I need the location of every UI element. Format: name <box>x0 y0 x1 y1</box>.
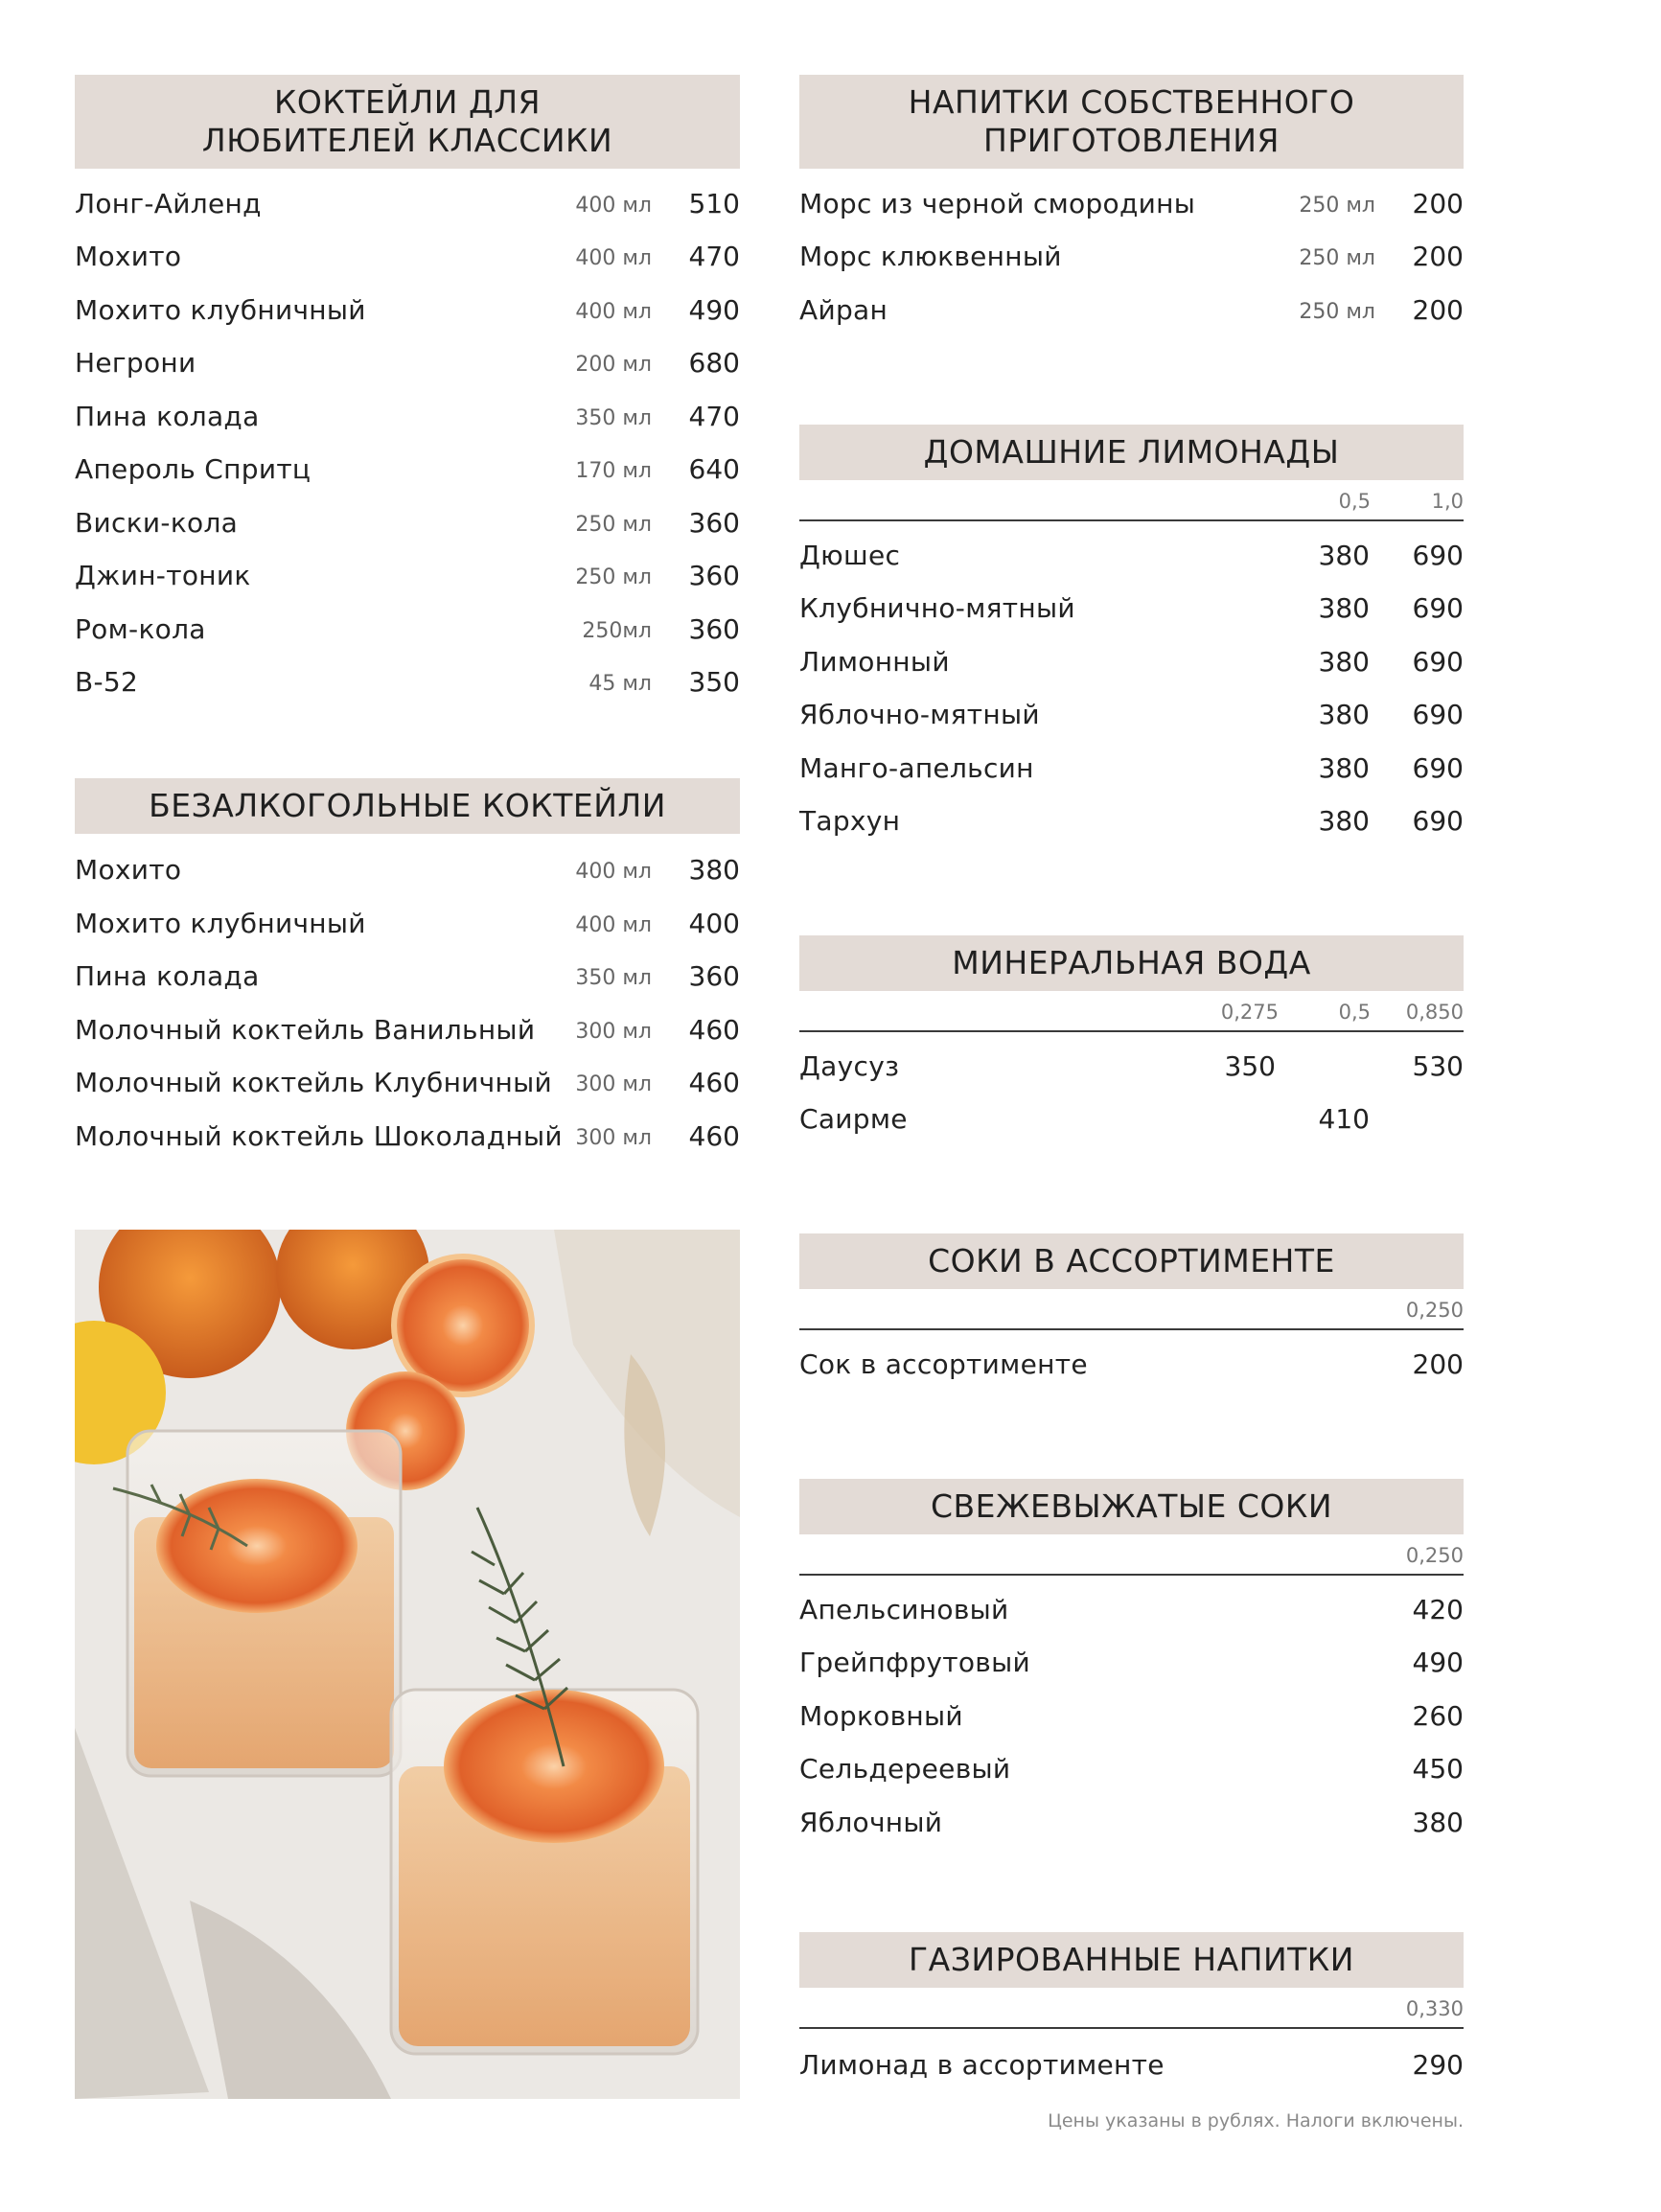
menu-item <box>799 643 1464 681</box>
item-name: Негрони <box>75 347 196 379</box>
menu-item <box>799 1346 1464 1384</box>
item-volume: 300 мл <box>575 1020 652 1044</box>
item-price: 460 <box>688 1120 740 1152</box>
size-header <box>799 1294 1464 1326</box>
menu-item <box>75 450 740 489</box>
section-header-homemade-drinks <box>799 75 1464 169</box>
menu-item <box>799 802 1464 841</box>
item-name: Молочный коктейль Шоколадный <box>75 1120 563 1152</box>
item-price: 510 <box>688 188 740 219</box>
item-price: 640 <box>688 453 740 485</box>
item-volume: 250 мл <box>1299 300 1375 324</box>
menu-item <box>799 589 1464 628</box>
menu-item <box>75 1064 740 1102</box>
menu-item <box>75 1118 740 1156</box>
item-price: 200 <box>1412 188 1464 219</box>
item-name: Дюшес <box>799 540 901 571</box>
divider <box>799 1574 1464 1576</box>
item-volume: 250 мл <box>1299 194 1375 218</box>
size-header <box>799 485 1464 518</box>
item-price-medium: 410 <box>1318 1103 1370 1135</box>
menu-item <box>75 398 740 436</box>
size-label: 1,0 <box>1431 490 1464 513</box>
menu-item <box>799 1750 1464 1788</box>
menu-item <box>799 537 1464 575</box>
header-title: ДОМАШНИЕ ЛИМОНАДЫ <box>923 433 1340 471</box>
right-column <box>799 0 1464 2212</box>
item-name: Виски-кола <box>75 507 239 539</box>
menu-item <box>799 1697 1464 1736</box>
item-volume: 250 мл <box>1299 246 1375 270</box>
menu-item <box>799 1100 1464 1139</box>
header-title: СОКИ В АССОРТИМЕНТЕ <box>928 1242 1335 1279</box>
item-volume: 350 мл <box>575 966 652 990</box>
menu-item <box>75 851 740 889</box>
menu-item <box>75 291 740 330</box>
menu-item <box>799 1048 1464 1086</box>
item-name: Мохито <box>75 241 182 272</box>
menu-item <box>799 185 1464 223</box>
item-volume: 400 мл <box>575 194 652 218</box>
item-name: Тархун <box>799 805 901 837</box>
item-price: 350 <box>688 666 740 698</box>
item-price: 380 <box>688 854 740 886</box>
section-header-fresh-juices <box>799 1479 1464 1534</box>
item-name: Морс из черной смородины <box>799 188 1196 219</box>
section-header-juices <box>799 1233 1464 1289</box>
item-price: 680 <box>688 347 740 379</box>
menu-item <box>799 2046 1464 2085</box>
item-name: Яблочно-мятный <box>799 699 1040 730</box>
item-name: Лимонный <box>799 646 950 678</box>
item-name: Айран <box>799 294 888 326</box>
menu-item <box>799 1591 1464 1629</box>
header-line: ЛЮБИТЕЛЕЙ КЛАССИКИ <box>201 122 613 159</box>
menu-item <box>75 504 740 542</box>
item-name: Клубнично-мятный <box>799 592 1075 624</box>
item-price-large: 690 <box>1412 592 1464 624</box>
item-price: 400 <box>688 908 740 939</box>
item-volume: 300 мл <box>575 1072 652 1096</box>
drinks-photo-illustration <box>75 1230 740 2099</box>
drinks-photo <box>75 1230 740 2099</box>
item-name: Ром-кола <box>75 613 206 645</box>
menu-item <box>799 749 1464 788</box>
item-price: 260 <box>1412 1700 1464 1732</box>
item-name: Апельсиновый <box>799 1594 1009 1625</box>
item-volume: 400 мл <box>575 246 652 270</box>
section-header-lemonades <box>799 425 1464 480</box>
size-label: 0,5 <box>1338 1001 1371 1024</box>
item-price-small: 350 <box>1224 1050 1276 1082</box>
item-volume: 400 мл <box>575 860 652 884</box>
item-price: 200 <box>1412 294 1464 326</box>
item-name: Молочный коктейль Ванильный <box>75 1014 536 1046</box>
header-line: КОКТЕЙЛИ ДЛЯ <box>273 83 542 121</box>
item-price: 200 <box>1412 241 1464 272</box>
item-name: Сок в ассортименте <box>799 1348 1088 1380</box>
menu-item <box>799 1644 1464 1682</box>
item-volume: 250мл <box>582 619 652 643</box>
size-header <box>799 1539 1464 1572</box>
item-price: 460 <box>688 1014 740 1046</box>
item-volume: 350 мл <box>575 406 652 430</box>
item-volume: 400 мл <box>575 913 652 937</box>
section-header-mineral-water <box>799 935 1464 991</box>
item-name: Мохито клубничный <box>75 908 366 939</box>
item-price: 200 <box>1412 1348 1464 1380</box>
item-name: Морс клюквенный <box>799 241 1062 272</box>
item-price: 450 <box>1412 1753 1464 1785</box>
divider <box>799 1030 1464 1032</box>
menu-item <box>75 611 740 649</box>
item-name: B-52 <box>75 666 139 698</box>
section-header-classic-cocktails <box>75 75 740 169</box>
menu-item <box>75 557 740 595</box>
item-name: Лимонад в ассортименте <box>799 2049 1165 2081</box>
item-price-large: 690 <box>1412 646 1464 678</box>
item-name: Саирме <box>799 1103 908 1135</box>
menu-item <box>75 957 740 996</box>
header-title: ГАЗИРОВАННЫЕ НАПИТКИ <box>909 1941 1354 1978</box>
item-name: Джин-тоник <box>75 560 251 591</box>
item-volume: 45 мл <box>588 672 652 696</box>
menu-item <box>75 905 740 943</box>
divider <box>799 1328 1464 1330</box>
size-header <box>799 996 1464 1028</box>
orange-slice <box>156 1479 358 1613</box>
menu-item <box>75 238 740 276</box>
item-price-large: 530 <box>1412 1050 1464 1082</box>
menu-item <box>75 344 740 382</box>
item-name: Молочный коктейль Клубничный <box>75 1067 553 1098</box>
item-price-large: 690 <box>1412 752 1464 784</box>
header-title: БЕЗАЛКОГОЛЬНЫЕ КОКТЕЙЛИ <box>149 787 666 824</box>
item-name: Пина колада <box>75 401 260 432</box>
item-name: Мохито клубничный <box>75 294 366 326</box>
item-price-small: 380 <box>1318 646 1370 678</box>
item-name: Сельдереевый <box>799 1753 1011 1785</box>
item-name: Грейпфрутовый <box>799 1647 1031 1678</box>
item-price: 290 <box>1412 2049 1464 2081</box>
left-column <box>75 0 740 1188</box>
size-label: 0,5 <box>1338 490 1371 513</box>
item-price: 470 <box>688 241 740 272</box>
item-volume: 400 мл <box>575 300 652 324</box>
item-volume: 170 мл <box>575 459 652 483</box>
size-label: 0,250 <box>1405 1544 1464 1567</box>
item-price-small: 380 <box>1318 699 1370 730</box>
menu-item <box>799 1804 1464 1842</box>
menu-item <box>799 696 1464 734</box>
header-title: МИНЕРАЛЬНАЯ ВОДА <box>952 944 1311 981</box>
divider <box>799 519 1464 521</box>
item-price: 470 <box>688 401 740 432</box>
item-price-small: 380 <box>1318 592 1370 624</box>
item-price: 420 <box>1412 1594 1464 1625</box>
item-volume: 250 мл <box>575 513 652 537</box>
item-volume: 200 мл <box>575 353 652 377</box>
size-label: 0,330 <box>1405 1997 1464 2020</box>
item-name: Лонг-Айленд <box>75 188 262 219</box>
section-header-soda <box>799 1932 1464 1988</box>
menu-item <box>799 238 1464 276</box>
item-name: Апероль Спритц <box>75 453 311 485</box>
item-name: Пина колада <box>75 960 260 992</box>
menu-item <box>75 1011 740 1049</box>
item-price-small: 380 <box>1318 540 1370 571</box>
footer-note: Цены указаны в рублях. Налоги включены. <box>1048 2110 1464 2131</box>
menu-item <box>75 185 740 223</box>
item-price-small: 380 <box>1318 752 1370 784</box>
item-price: 360 <box>688 507 740 539</box>
item-price: 460 <box>688 1067 740 1098</box>
item-price: 490 <box>688 294 740 326</box>
menu-item <box>75 663 740 702</box>
item-name: Манго-апельсин <box>799 752 1034 784</box>
section-header-nonalcoholic <box>75 778 740 834</box>
item-price: 490 <box>1412 1647 1464 1678</box>
item-price-large: 690 <box>1412 540 1464 571</box>
item-name: Яблочный <box>799 1807 943 1838</box>
item-volume: 250 мл <box>575 565 652 589</box>
menu-item <box>799 291 1464 330</box>
size-label: 0,250 <box>1405 1299 1464 1322</box>
orange-slice <box>444 1690 664 1843</box>
item-price: 360 <box>688 613 740 645</box>
item-price: 360 <box>688 960 740 992</box>
item-price: 380 <box>1412 1807 1464 1838</box>
size-label: 0,275 <box>1220 1001 1279 1024</box>
item-volume: 300 мл <box>575 1126 652 1150</box>
header-line: НАПИТКИ СОБСТВЕННОГО <box>908 83 1355 121</box>
item-price-large: 690 <box>1412 805 1464 837</box>
size-header <box>799 1993 1464 2025</box>
header-line: ПРИГОТОВЛЕНИЯ <box>983 122 1280 159</box>
item-price-small: 380 <box>1318 805 1370 837</box>
item-price: 360 <box>688 560 740 591</box>
header-title: СВЕЖЕВЫЖАТЫЕ СОКИ <box>930 1487 1333 1525</box>
divider <box>799 2027 1464 2029</box>
item-price-large: 690 <box>1412 699 1464 730</box>
item-name: Даусуз <box>799 1050 900 1082</box>
item-name: Морковный <box>799 1700 963 1732</box>
size-label: 0,850 <box>1405 1001 1464 1024</box>
item-name: Мохито <box>75 854 182 886</box>
